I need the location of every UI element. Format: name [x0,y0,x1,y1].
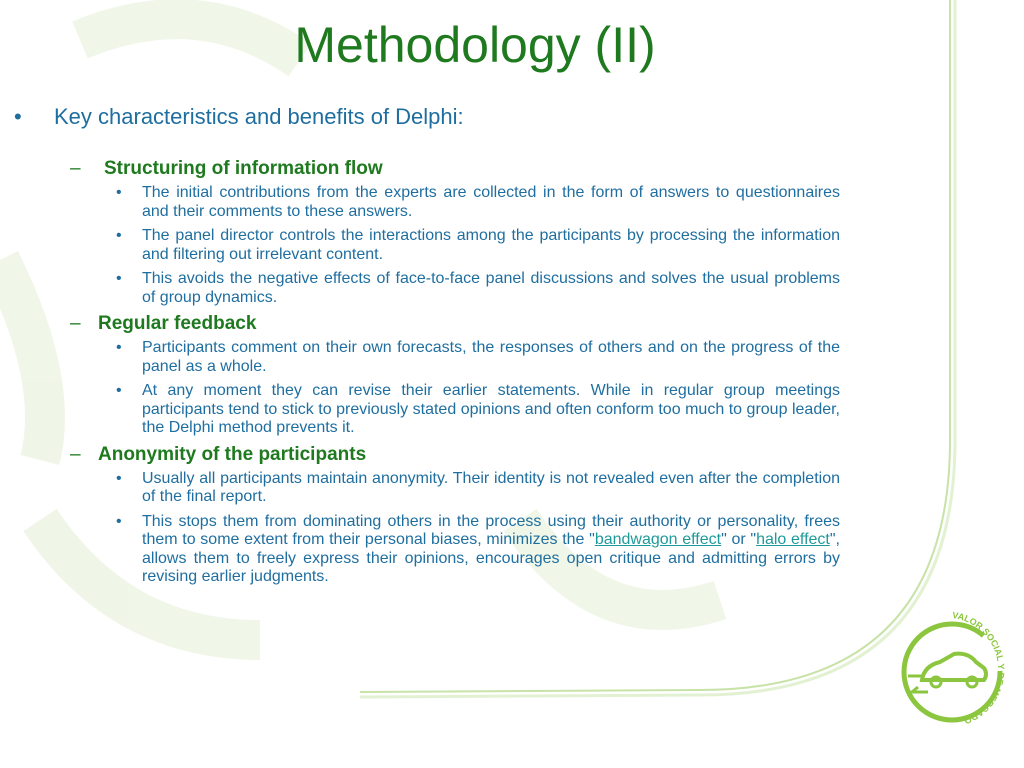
bandwagon-effect-link[interactable]: bandwagon effect [594,531,722,548]
section-heading-text: Anonymity of the participants [98,443,367,465]
list-item: • This stops them from dominating others in the process using their authority or personality, frees them to some extent from their personal biases, minimizes the "bandwagon effect" or "halo effect", allows them to freely express their opinions, encourages open critique and admitting errors by revising earlier judgments. [116,512,840,585]
slide-content [70,156,840,593]
section-heading: – Regular feedback [70,313,257,334]
slide-title: Methodology (II) [294,17,656,73]
section-heading: – Anonymity of the participants [70,443,367,465]
section-items [116,184,840,307]
list-item: • Participants comment on their own forecasts, the responses of others and on the progress of the panel as a whole. [116,339,840,375]
logo-text: VALOR SOCIAL Y DE MERCADO [951,610,1007,727]
list-item: • The panel director controls the interactions among the participants by processing the information and filtering out irrelevant content. [116,227,840,263]
intro-bullet [14,104,464,130]
svg-text:VALOR SOCIAL Y DE MERCADO [952,610,1007,726]
logo [888,610,1016,730]
bullet-symbol: • [14,104,22,129]
list-item: • This avoids the negative effects of face-to-face panel discussions and solves the usual problems of group dynamics. [116,270,840,306]
halo-effect-link[interactable]: halo effect [756,531,830,548]
section-heading: – Structuring of information flow [70,158,383,179]
list-item: • The initial contributions from the experts are collected in the form of answers to questionnaires and their comments to these answers. [116,184,840,220]
section-heading-text: Structuring of information flow [104,158,383,179]
list-item: • Usually all participants maintain anonymity. Their identity is not revealed even after the completion of the final report. [116,469,840,505]
section-heading-text: Regular feedback [98,313,257,334]
section-items [116,339,840,438]
list-item: • At any moment they can revise their earlier statements. While in regular group meetings participants tend to stick to previously stated opinions and often conform too much to group leader, the Delphi method prevents it. [116,382,840,436]
section-items [116,470,840,587]
intro-text: Key characteristics and benefits of Delphi: [54,104,464,129]
